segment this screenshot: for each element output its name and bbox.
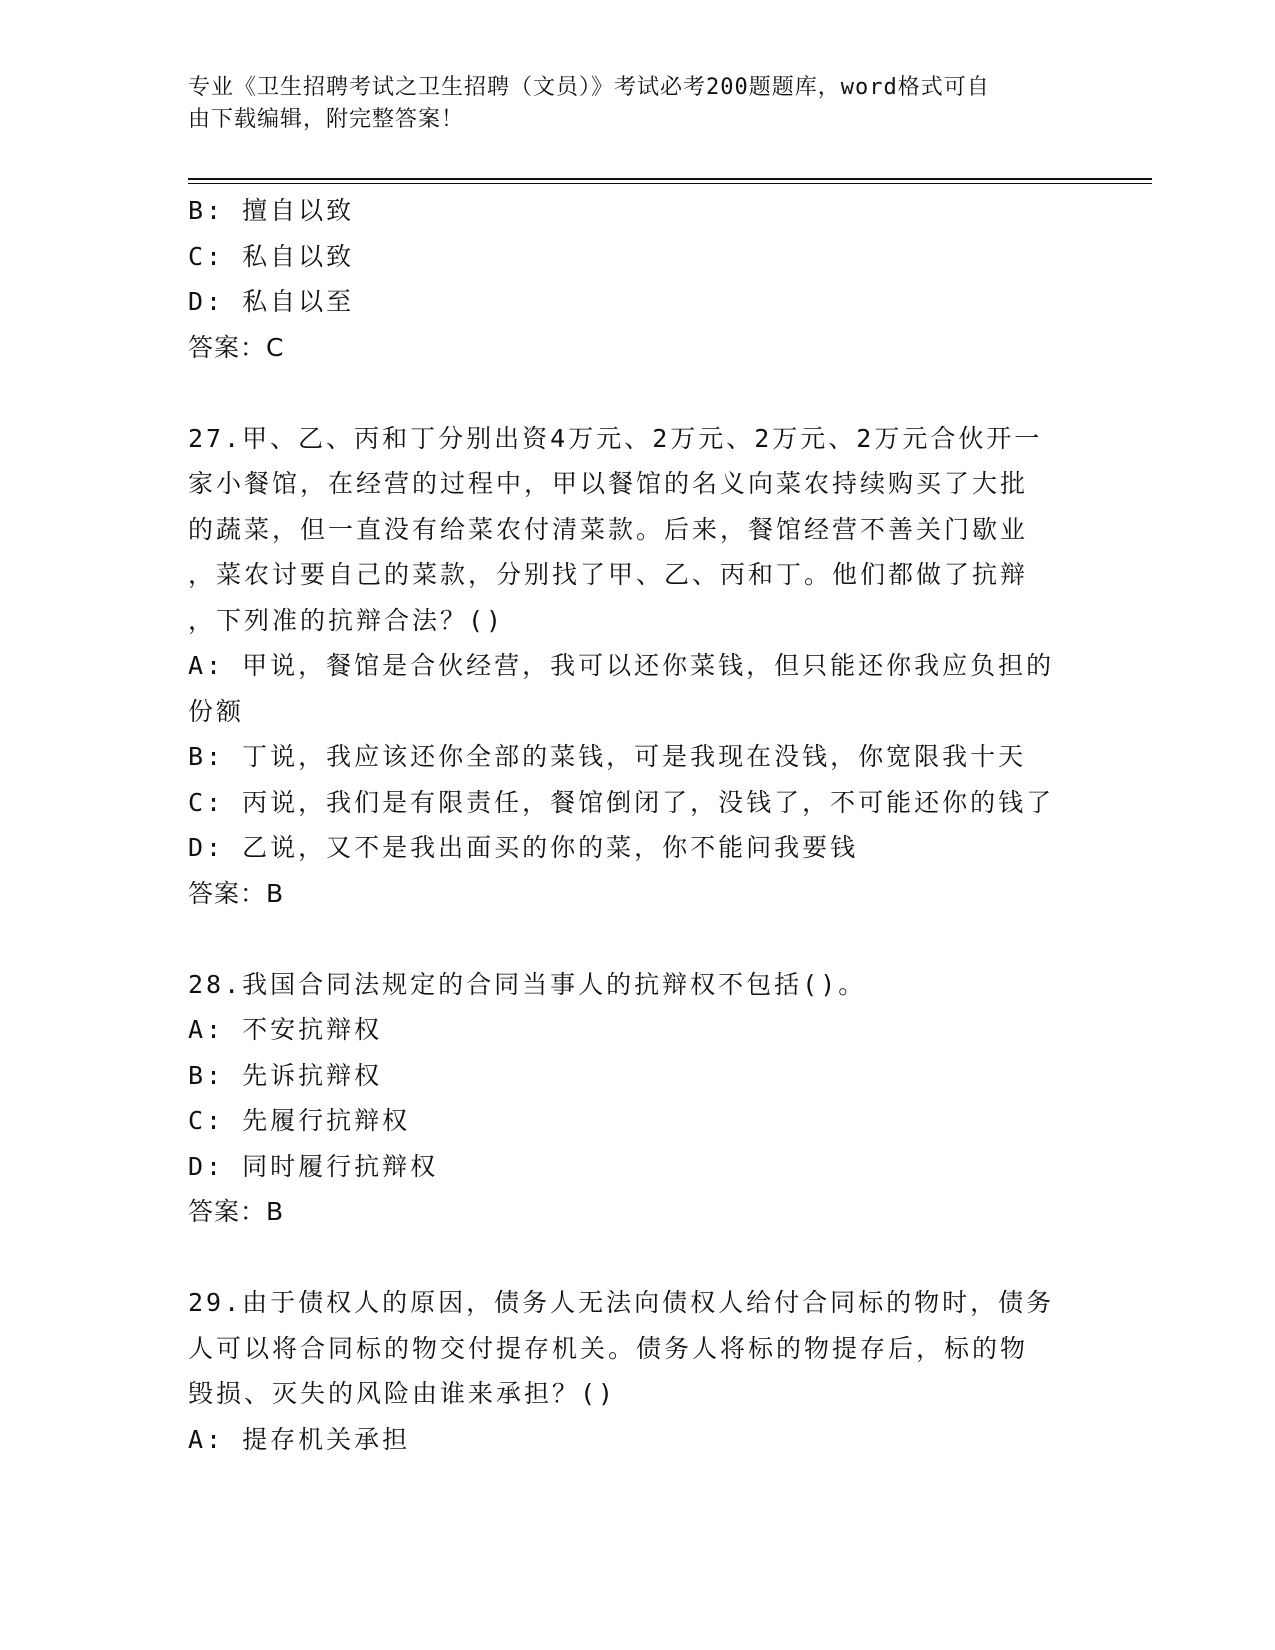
option-a: A: 提存机关承担	[188, 1424, 411, 1454]
spacer	[188, 370, 1088, 416]
document-header	[188, 72, 1088, 136]
option-d: D: 私自以至	[188, 287, 355, 316]
header-rule-thick	[188, 178, 1152, 180]
option-c: C: 私自以致	[188, 241, 355, 271]
option-a: A: 不安抗辩权	[188, 1015, 383, 1044]
question-27	[188, 416, 1088, 917]
question-text-line: ，菜农讨要自己的菜款，分别找了甲、乙、丙和丁。他们都做了抗辩	[188, 560, 1029, 589]
option-a: A: 甲说，餐馆是合伙经营，我可以还你菜钱，但只能还你我应负担的	[188, 651, 1055, 680]
question-text-line: 27.甲、乙、丙和丁分别出资4万元、2万元、2万元、2万元合伙开一	[188, 423, 1043, 453]
option-b: B: 丁说，我应该还你全部的菜钱，可是我现在没钱，你宽限我十天	[188, 742, 1027, 771]
answer-line: 答案：B	[188, 1197, 285, 1226]
question-text-line: ，下列准的抗辩合法？()	[188, 605, 505, 635]
spacer	[188, 1235, 1088, 1281]
option-b: B: 先诉抗辩权	[188, 1060, 383, 1090]
question-29	[188, 1280, 1088, 1462]
header-line-1: 专业《卫生招聘考试之卫生招聘（文员）》考试必考200题题库，word格式可自	[188, 75, 990, 100]
header-line-2: 由下载编辑，附完整答案！	[188, 107, 465, 132]
question-text-line: 29.由于债权人的原因，债务人无法向债权人给付合同标的物时，债务	[188, 1288, 1055, 1317]
question-26-continued	[188, 188, 1088, 370]
header-rule-thin	[188, 183, 1152, 184]
option-a-continued: 份额	[188, 696, 245, 726]
question-text-line: 毁损、灭失的风险由谁来承担？()	[188, 1379, 617, 1408]
answer-line: 答案：C	[188, 332, 285, 362]
question-content	[188, 188, 1088, 1462]
spacer	[188, 916, 1088, 962]
option-d: D: 乙说，又不是我出面买的你的菜，你不能问我要钱	[188, 833, 859, 862]
answer-line: 答案：B	[188, 878, 285, 908]
option-c: C: 丙说，我们是有限责任，餐馆倒闭了，没钱了，不可能还你的钱了	[188, 787, 1055, 817]
question-text-line: 家小餐馆，在经营的过程中，甲以餐馆的名义向菜农持续购买了大批	[188, 469, 1029, 498]
option-b: B: 擅自以致	[188, 196, 355, 225]
option-c: C: 先履行抗辩权	[188, 1106, 411, 1135]
question-text-line: 的蔬菜，但一直没有给菜农付清菜款。后来，餐馆经营不善关门歇业	[188, 514, 1029, 544]
option-d: D: 同时履行抗辩权	[188, 1151, 439, 1181]
question-28	[188, 962, 1088, 1235]
question-text-line: 人可以将合同标的物交付提存机关。债务人将标的物提存后，标的物	[188, 1333, 1029, 1363]
question-text-line: 28.我国合同法规定的合同当事人的抗辩权不包括()。	[188, 969, 867, 999]
